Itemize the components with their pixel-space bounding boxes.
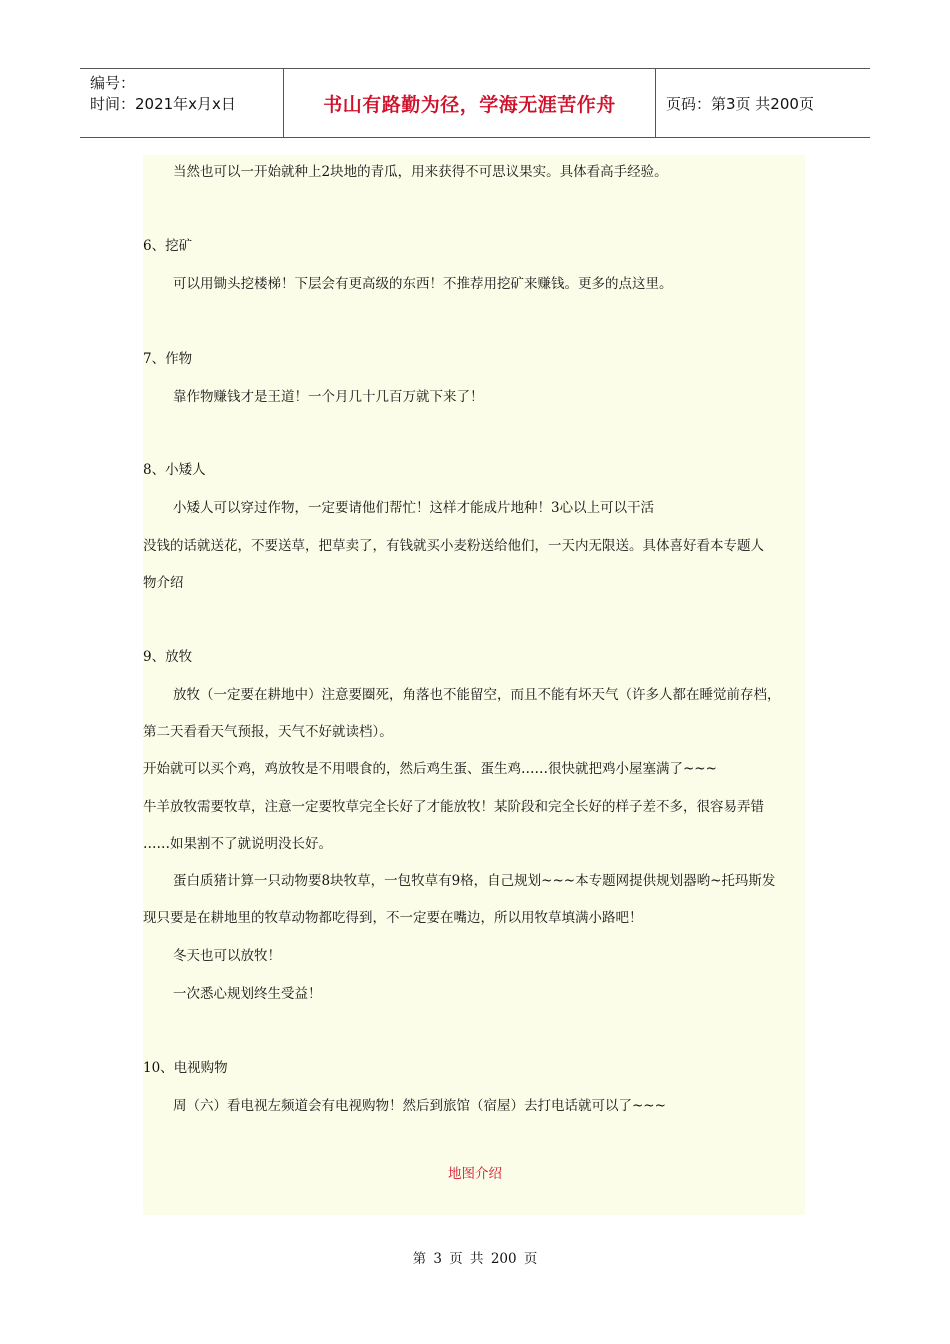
paragraph: 现只要是在耕地里的牧草动物都吃得到，不一定要在嘴边，所以用牧草填满小路吧！ xyxy=(143,910,643,926)
header-page-number: 页码：第3页 共200页 xyxy=(666,94,814,113)
content-background xyxy=(143,155,805,1215)
paragraph: 一次悉心规划终生受益！ xyxy=(173,986,322,1002)
paragraph: 当然也可以一开始就种上2块地的青瓜，用来获得不可思议果实。具体看高手经验。 xyxy=(173,164,668,180)
paragraph: 第二天看看天气预报，天气不好就读档）。 xyxy=(143,724,393,740)
paragraph: 小矮人可以穿过作物，一定要请他们帮忙！这样才能成片地种！3心以上可以干活 xyxy=(173,500,655,516)
paragraph: ……如果割不了就说明没长好。 xyxy=(143,836,332,852)
section-title: 9、放牧 xyxy=(143,649,193,665)
paragraph: 可以用锄头挖楼梯！下层会有更高级的东西！不推荐用挖矿来赚钱。更多的点这里。 xyxy=(173,276,673,292)
paragraph: 靠作物赚钱才是王道！一个月几十几百万就下来了！ xyxy=(173,389,484,405)
paragraph: 没钱的话就送花，不要送草，把草卖了，有钱就买小麦粉送给他们，一天内无限送。具体喜好看本专题人 xyxy=(143,538,764,554)
paragraph: 开始就可以买个鸡，鸡放牧是不用喂食的，然后鸡生蛋、蛋生鸡……很快就把鸡小屋塞满了~~~ xyxy=(143,761,717,777)
time-label: 时间：2021年x月x日 xyxy=(90,95,236,113)
paragraph: 蛋白质猪计算一只动物要8块牧草，一包牧草有9格，自己规划~~~本专题网提供规划器哟~托玛斯发 xyxy=(173,873,776,889)
paragraph: 冬天也可以放牧！ xyxy=(173,948,281,964)
section-title: 10、电视购物 xyxy=(143,1060,228,1076)
section-title: 8、小矮人 xyxy=(143,462,206,478)
page-header xyxy=(80,68,870,138)
page-footer: 第 3 页 共 200 页 xyxy=(412,1251,538,1267)
section-title: 6、挖矿 xyxy=(143,238,193,254)
paragraph: 放牧（一定要在耕地中）注意要圈死，角落也不能留空，而且不能有坏天气（许多人都在睡觉前存档， xyxy=(173,687,781,703)
header-meta xyxy=(80,69,283,137)
header-motto: 书山有路勤为径，学海无涯苦作舟 xyxy=(283,69,656,137)
map-intro-link[interactable]: 地图介绍 xyxy=(448,1166,502,1182)
paragraph: 牛羊放牧需要牧草，注意一定要牧草完全长好了才能放牧！某阶段和完全长好的样子差不多，很容易弄错 xyxy=(143,799,764,815)
paragraph: 周（六）看电视左频道会有电视购物！然后到旅馆（宿屋）去打电话就可以了~~~ xyxy=(173,1098,666,1114)
paragraph: 物介绍 xyxy=(143,575,184,591)
section-title: 7、作物 xyxy=(143,351,193,367)
number-label: 编号： xyxy=(90,74,136,92)
